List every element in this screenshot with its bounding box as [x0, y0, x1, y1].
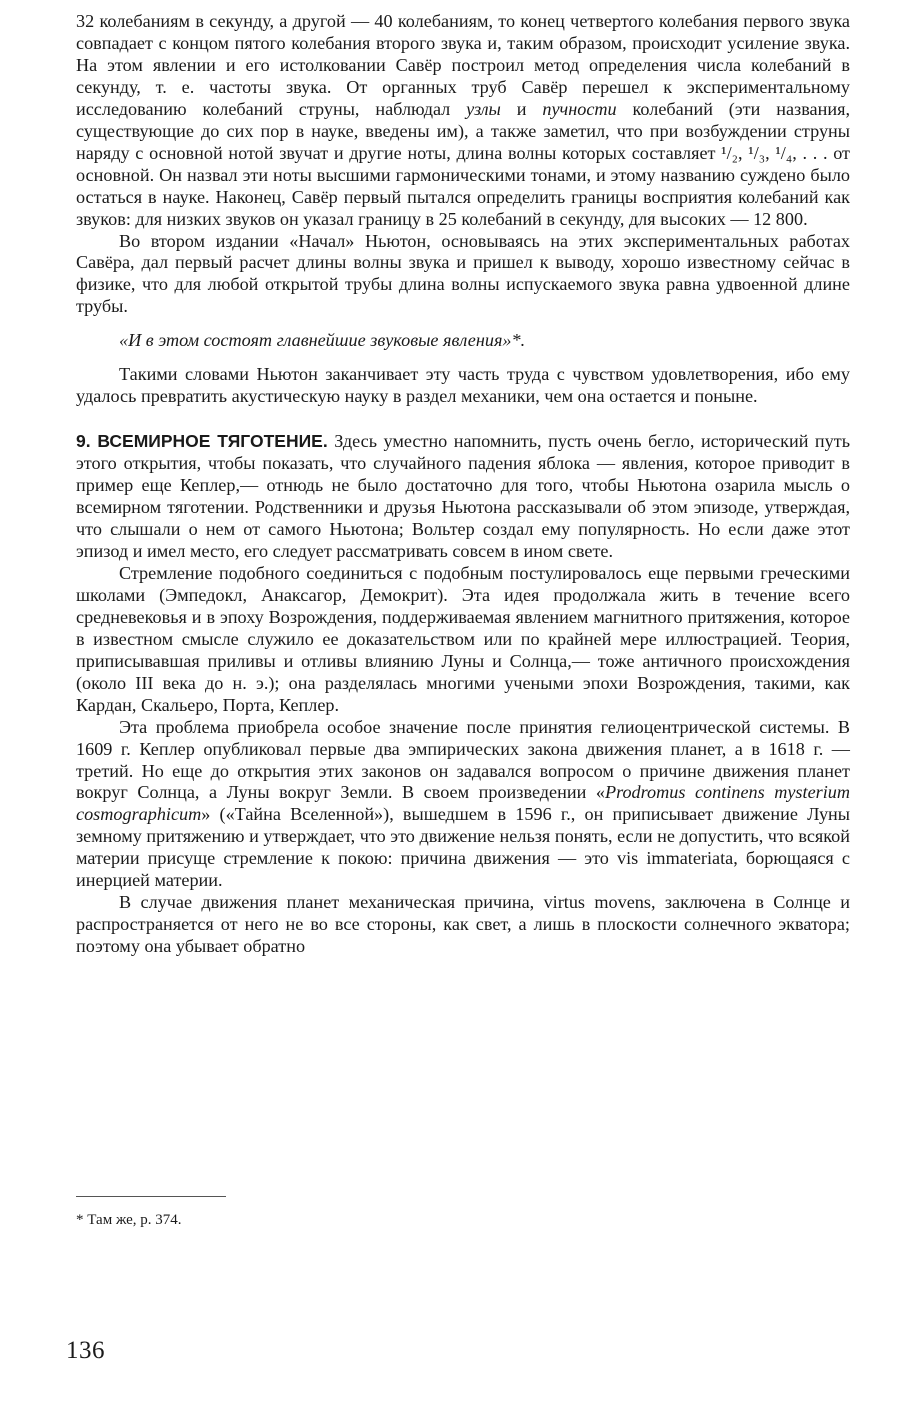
section-heading: 9. ВСЕМИРНОЕ ТЯГОТЕНИЕ.	[76, 431, 328, 452]
paragraph-virtus-movens: В случае движения планет механическая причина, virtus movens, заключена в Солнце и распространяется от него не во все стороны, как свет, а лишь в плоскости солнечного экватора; поэтому она убывает обратно	[76, 892, 850, 957]
paragraph-conclusion: Такими словами Ньютон заканчивает эту часть труда с чувством удовлетворения, ибо ему удалось превратить акустическую науку в раздел механики, чем она остается и поныне.	[76, 364, 850, 407]
section-universal-gravitation: 9. ВСЕМИРНОЕ ТЯГОТЕНИЕ. Здесь уместно напомнить, пусть очень бегло, исторический путь этого открытия, чтобы показать, что случайного падения яблока — явления, которое приводит в пример еще Кеплер,— отнюдь не было достаточно для того, чтобы Ньютона озарила мысль о всемирном тяготении. Родственники и друзья Ньютона рассказывали об этом эпизоде, утверждая, что слышали о нем от самого Ньютона; Вольтер создал ему популярность. Но если даже этот эпизод и имел место, его следует рассматривать совсем в ином свете.	[76, 431, 850, 561]
paragraph-greek-schools: Стремление подобного соединиться с подобным постулировалось еще первыми греческими школами (Эмпедокл, Анаксагор, Демокрит). Эта идея продолжала жить в течение всего средневековья и в эпоху Возрождения, поддерживаемая явлением магнитного притяжения, которое в известном смысле служило ее доказательством или по крайней мере иллюстрацией. Теория, приписывавшая приливы и отливы влиянию Луны и Солнца,— тоже античного происхождения (около III века до н. э.); она разделялась многими учеными эпохи Возрождения, такими, как Кардан, Скальеро, Порта, Кеплер.	[76, 562, 850, 715]
term-nodes: узлы	[466, 98, 501, 119]
body-text	[76, 11, 850, 958]
paragraph-newton-principia: Во втором издании «Начал» Ньютон, основываясь на этих экспериментальных работах Савёра, дал первый расчет длины волны звука и пришел к выводу, хорошо известному сейчас в физике, что для любой открытой трубы длина волны испускаемого звука равна удвоенной длине трубы.	[76, 230, 850, 317]
term-antinodes: пучности	[542, 98, 617, 119]
paragraph-kepler: Эта проблема приобрела особое значение после принятия гелиоцентрической системы. В 1609 г. Кеплер опубликовал первые два эмпирических закона движения планет, а в 1618 г. — третий. Но еще до открытия этих законов он задавался вопросом о причине движения планет вокруг Солнца, а Луны вокруг Земли. В своем произведении «Prodromus continens mysterium cosmographicum» («Тайна Вселенной»), вышедшем в 1596 г., он приписывает движение Луны земному притяжению и утверждает, что это движение нельзя понять, если не допустить, что всякой материи присуще стремление к покою: причина движения — это vis immateriata, борющаяся с инерцией материи.	[76, 716, 850, 891]
footnote: * Там же, p. 374.	[76, 1212, 182, 1228]
paragraph-continued: 32 колебаниям в секунду, а другой — 40 колебаниям, то конец четвертого колебания первого звука совпадает с концом пятого колебания второго звука и, таким образом, происходит усиление звука. На этом явлении и его истолковании Савёр построил метод определения числа колебаний в секунду, т. е. частоты звука. От органных труб Савёр перешел к экспериментальному исследованию колебаний струны, наблюдал узлы и пучности колебаний (эти названия, существующие до сих пор в науке, введены им), а также заметил, что при возбуждении струны наряду с основной нотой звучат и другие ноты, длина волны которых составляет ¹/₂, ¹/₃, ¹/₄, . . . от основной. Он назвал эти ноты высшими гармоническими тонами, и этому названию суждено было остаться в науке. Наконец, Савёр первый пытался определить границы восприятия колебаний как звуков: для низких звуков он указал границу в 25 колебаний в секунду, для высоких — 12 800.	[76, 11, 851, 229]
footnote-separator	[76, 1196, 226, 1197]
book-title-prodromus: Prodromus continens mysterium cosmographicum	[76, 782, 850, 825]
newton-quote: «И в этом состоят главнейшие звуковые явления»*.	[119, 330, 526, 351]
page-number: 136	[66, 1337, 105, 1364]
